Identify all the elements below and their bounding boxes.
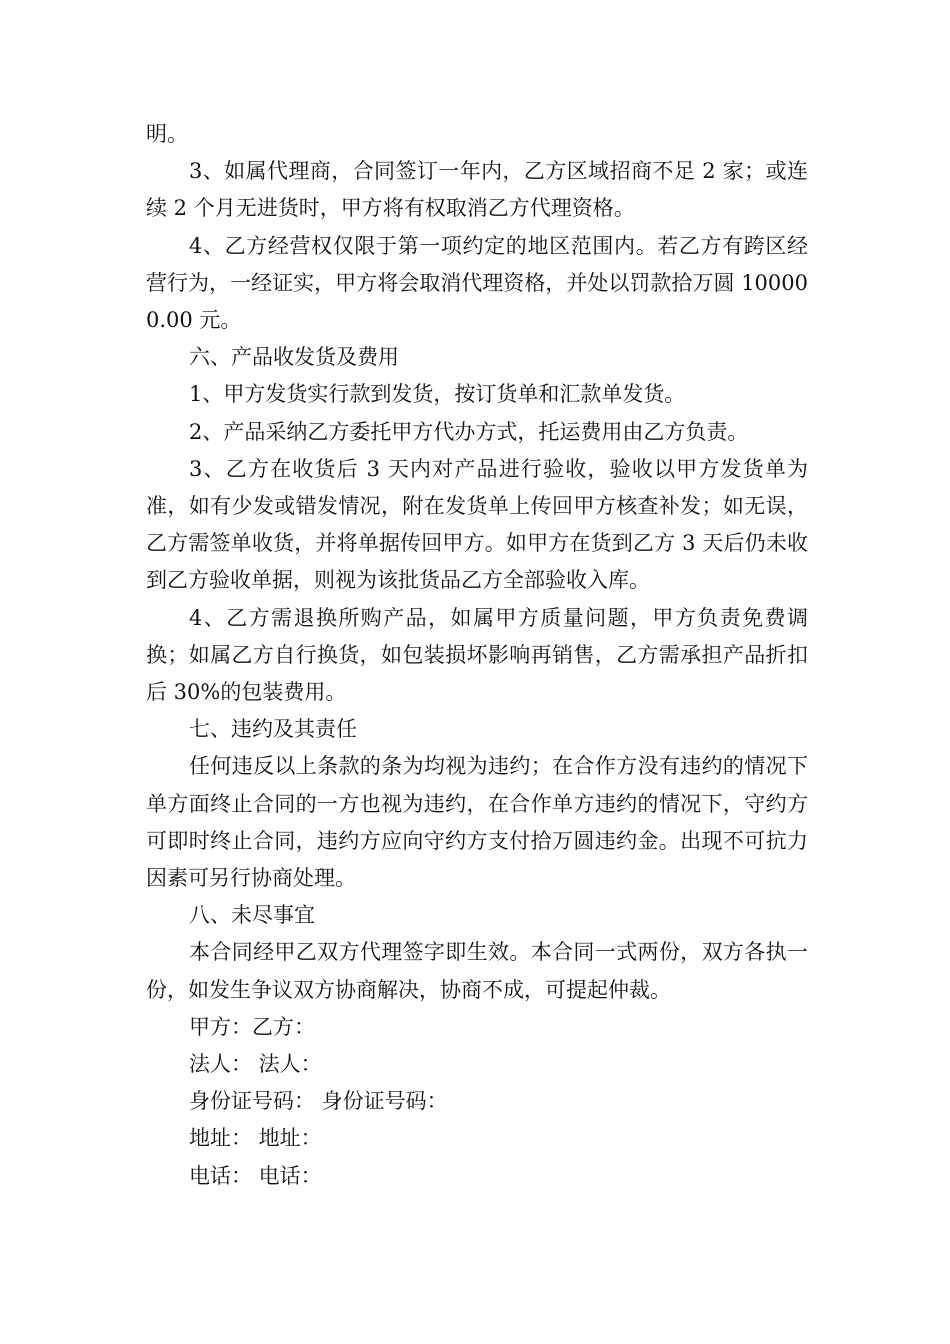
contract-body — [146, 116, 808, 1195]
paragraph-clause-6-2: 2、产品采纳乙方委托甲方代办方式，托运费用由乙方负责。 — [189, 419, 749, 444]
paragraph-clause-6-3: 3、乙方在收货后 3 天内对产品进行验收，验收以甲方发货单为准，如有少发或错发情况，附在发货单上传回甲方核查补发；如无误，乙方需签单收货，并将单据传回甲方。如甲方在货到乙方 3 天后仍未收到乙方验收单据，则视为该批货品乙方全部验收入库。 — [146, 456, 808, 593]
paragraph-continuation: 明。 — [146, 122, 188, 146]
paragraph-clause-5-3: 3、如属代理商，合同签订一年内，乙方区域招商不足 2 家；或连续 2 个月无进货时，甲方将有权取消乙方代理资格。 — [146, 159, 808, 221]
signature-party-line: 甲方：乙方： — [189, 1014, 315, 1039]
paragraph-clause-5-4: 4、乙方经营权仅限于第一项约定的地区范围内。若乙方有跨区经营行为，一经证实，甲方将会取消代理资格，并处以罚款拾万圆 100000.00 元。 — [146, 233, 808, 333]
signature-legal-line: 法人： 法人： — [189, 1052, 322, 1077]
signature-id-line: 身份证号码： 身份证号码： — [189, 1089, 448, 1114]
section-heading-6: 六、产品收发货及费用 — [189, 345, 399, 370]
section-heading-8: 八、未尽事宜 — [189, 903, 315, 928]
signature-block — [146, 1009, 808, 1195]
signature-address-line: 地址： 地址： — [189, 1126, 322, 1151]
paragraph-clause-6-1: 1、甲方发货实行款到发货，按订货单和汇款单发货。 — [189, 382, 686, 407]
paragraph-clause-8: 本合同经甲乙双方代理签字即生效。本合同一式两份，双方各执一份，如发生争议双方协商解决，协商不成，可提起仲裁。 — [146, 940, 808, 1002]
signature-phone-line: 电话： 电话： — [189, 1163, 322, 1188]
section-heading-7: 七、违约及其责任 — [189, 717, 357, 742]
paragraph-clause-7: 任何违反以上条款的条为均视为违约；在合作方没有违约的情况下单方面终止合同的一方也视为违约，在合作单方违约的情况下，守约方可即时终止合同，违约方应向守约方支付拾万圆违约金。出现不可抗力因素可另行协商处理。 — [146, 754, 808, 891]
paragraph-clause-6-4: 4、乙方需退换所购产品，如属甲方质量问题，甲方负责免费调换；如属乙方自行换货，如包装损坏影响再销售，乙方需承担产品折扣后 30%的包装费用。 — [146, 605, 808, 705]
